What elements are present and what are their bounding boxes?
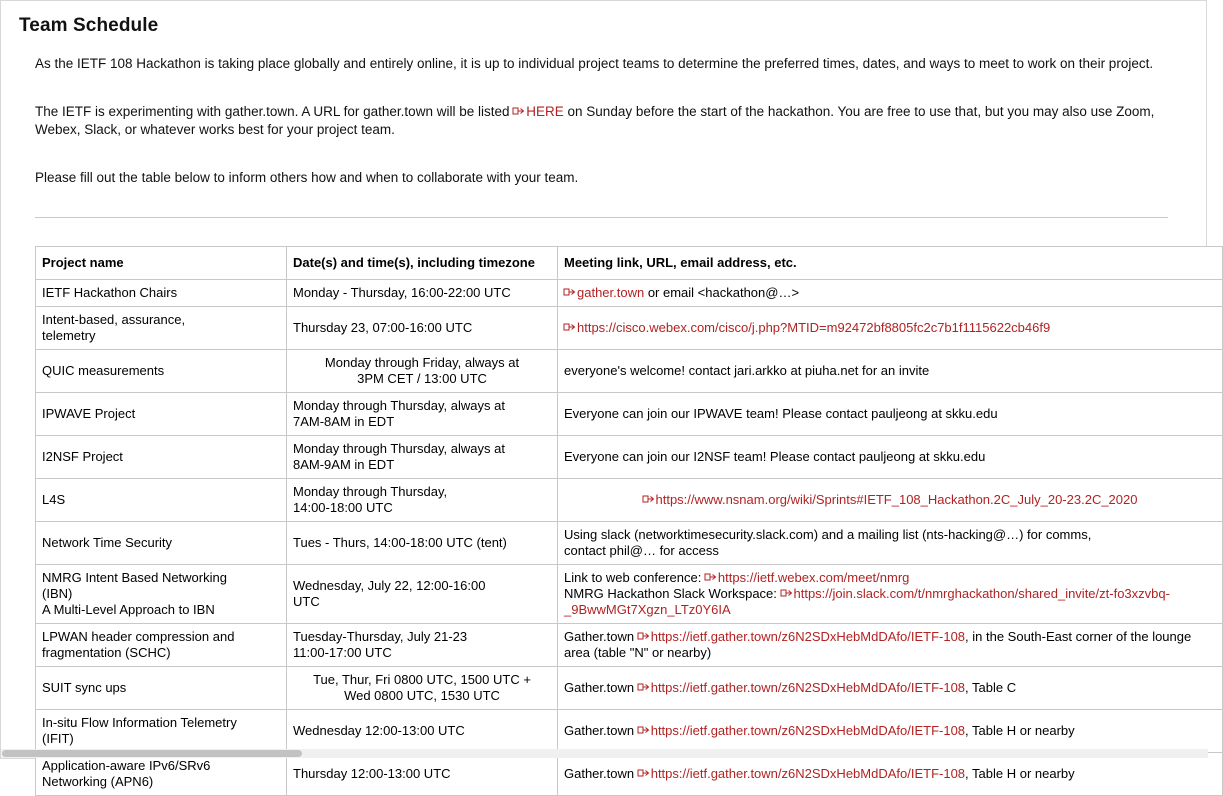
cell-meeting-link — [558, 753, 1223, 796]
cell-project-name: IPWAVE Project — [36, 393, 287, 436]
cell-line: A Multi-Level Approach to IBN — [42, 602, 215, 617]
intro-p2-after: on Sunday before the start of the hackathon. You are free to use that, but you may also use Zoom, Webex, Slack, or whatever works best for your project team. — [35, 104, 1155, 137]
table-row — [36, 280, 1223, 307]
nmrg-slack-link[interactable]: https://join.slack.com/t/nmrghackathon/shared_invite/zt-fo3xzvbq-_9BwwMGt7Xgzn_LTz0Y6IA — [564, 586, 1170, 617]
external-link-icon — [513, 106, 525, 116]
gather-town-link[interactable]: gather.town — [577, 285, 645, 300]
external-link-icon — [564, 322, 576, 332]
gather-town-link[interactable]: https://ietf.gather.town/z6N2SDxHebMdDAfo/IETF-108 — [650, 766, 966, 781]
table-row — [36, 436, 1223, 479]
cell-line: Monday through Thursday, always at — [293, 441, 505, 456]
cell-date-time — [287, 436, 558, 479]
table-head — [36, 247, 1223, 280]
cell-date-time — [287, 393, 558, 436]
header-project-name: Project name — [36, 247, 287, 280]
cell-link-prefix: Gather.town — [564, 766, 638, 781]
cell-line: Monday through Thursday, — [293, 484, 448, 499]
team-schedule-table — [35, 246, 1223, 796]
cell-line: (IFIT) — [42, 731, 74, 746]
cell-date-time: Tues - Thurs, 14:00-18:00 UTC (tent) — [287, 522, 558, 565]
cell-line: UTC — [293, 594, 320, 609]
cell-project-name: QUIC measurements — [36, 350, 287, 393]
cell-date-time — [287, 479, 558, 522]
intro-p2-before: The IETF is experimenting with gather.town. A URL for gather.town will be listed — [35, 104, 510, 119]
cell-project-name — [36, 565, 287, 624]
cell-line: 3PM CET / 13:00 UTC — [357, 371, 487, 386]
table-row — [36, 522, 1223, 565]
table-row — [36, 350, 1223, 393]
cell-line: Wednesday, July 22, 12:00-16:00 — [293, 578, 486, 593]
cell-date-time: Thursday 23, 07:00-16:00 UTC — [287, 307, 558, 350]
cell-line: 14:00-18:00 UTC — [293, 500, 393, 515]
cell-line: 7AM-8AM in EDT — [293, 414, 395, 429]
cell-line: NMRG Intent Based Networking — [42, 570, 227, 585]
horizontal-scrollbar[interactable] — [1, 749, 1208, 758]
nsnam-wiki-link[interactable]: https://www.nsnam.org/wiki/Sprints#IETF_108_Hackathon.2C_July_20-23.2C_2020 — [655, 492, 1138, 507]
cell-link-prefix: Gather.town — [564, 723, 638, 738]
table-row — [36, 624, 1223, 667]
cell-link-suffix: or email <hackathon@…> — [644, 285, 800, 300]
here-link[interactable]: HERE — [526, 104, 564, 119]
cell-link-prefix: Gather.town — [564, 629, 638, 644]
cell-project-name — [36, 307, 287, 350]
cell-line: 8AM-9AM in EDT — [293, 457, 395, 472]
table-row — [36, 307, 1223, 350]
cell-meeting-link: Everyone can join our IPWAVE team! Please contact pauljeong at skku.edu — [558, 393, 1223, 436]
document-content — [1, 1, 1206, 796]
cell-meeting-link — [558, 522, 1223, 565]
cell-line: 11:00-17:00 UTC — [293, 645, 392, 660]
cell-meeting-link — [558, 667, 1223, 710]
cell-meeting-link: Everyone can join our I2NSF team! Please contact pauljeong at skku.edu — [558, 436, 1223, 479]
cell-meeting-link — [558, 624, 1223, 667]
header-meeting-link: Meeting link, URL, email address, etc. — [558, 247, 1223, 280]
intro-section — [15, 55, 1188, 187]
cell-line: Monday through Friday, always at — [324, 355, 520, 370]
cell-meeting-link — [558, 479, 1223, 522]
external-link-icon — [638, 768, 650, 778]
cell-line: Wed 0800 UTC, 1530 UTC — [344, 688, 500, 703]
table-row — [36, 479, 1223, 522]
cell-project-name — [36, 710, 287, 753]
cell-line: Monday through Thursday, always at — [293, 398, 505, 413]
table-row — [36, 667, 1223, 710]
cell-link-suffix: , Table H or nearby — [965, 723, 1075, 738]
gather-town-link[interactable]: https://ietf.gather.town/z6N2SDxHebMdDAfo/IETF-108 — [650, 680, 966, 695]
intro-paragraph-1: As the IETF 108 Hackathon is taking place globally and entirely online, it is up to individual project teams to determine the preferred times, dates, and ways to meet to work on their project. — [35, 56, 1154, 71]
cell-line: fragmentation (SCHC) — [42, 645, 171, 660]
intro-paragraph-2 — [35, 103, 1176, 139]
cell-meeting-link — [558, 565, 1223, 624]
table-body — [36, 280, 1223, 796]
cell-line: Tue, Thur, Fri 0800 UTC, 1500 UTC + — [313, 672, 531, 687]
divider — [35, 217, 1168, 218]
cell-project-name: IETF Hackathon Chairs — [36, 280, 287, 307]
gather-town-link[interactable]: https://ietf.gather.town/z6N2SDxHebMdDAfo/IETF-108 — [650, 629, 966, 644]
cell-date-time: Monday - Thursday, 16:00-22:00 UTC — [287, 280, 558, 307]
nmrg-webex-link[interactable]: https://ietf.webex.com/meet/nmrg — [717, 570, 910, 585]
cell-meeting-link — [558, 280, 1223, 307]
gather-town-link[interactable]: https://ietf.gather.town/z6N2SDxHebMdDAfo/IETF-108 — [650, 723, 966, 738]
cell-link-prefix-2: NMRG Hackathon Slack Workspace: — [564, 586, 781, 601]
cell-project-name: Network Time Security — [36, 522, 287, 565]
cell-date-time — [287, 624, 558, 667]
cell-link-suffix: , in the South-East corner of the lounge area (table "N" or nearby) — [564, 629, 1192, 660]
cell-line: contact phil@… for access — [564, 543, 719, 558]
cell-project-name — [36, 753, 287, 796]
intro-paragraph-3: Please fill out the table below to inform others how and when to collaborate with your team. — [35, 170, 579, 185]
cell-project-name: L4S — [36, 479, 287, 522]
cell-meeting-link — [558, 710, 1223, 753]
table-header-row — [36, 247, 1223, 280]
cell-date-time: Wednesday 12:00-13:00 UTC — [287, 710, 558, 753]
external-link-icon — [638, 725, 650, 735]
table-row — [36, 710, 1223, 753]
header-dates-times: Date(s) and time(s), including timezone — [287, 247, 558, 280]
external-link-icon — [638, 682, 650, 692]
cell-meeting-link — [558, 307, 1223, 350]
cell-line: Using slack (networktimesecurity.slack.com) and a mailing list (nts-hacking@…) for comms, — [564, 527, 1092, 542]
external-link-icon — [564, 287, 576, 297]
external-link-icon — [705, 572, 717, 582]
table-row — [36, 753, 1223, 796]
cell-link-suffix: , Table C — [965, 680, 1017, 695]
cell-line: LPWAN header compression and — [42, 629, 235, 644]
external-link-icon — [638, 631, 650, 641]
cell-line: telemetry — [42, 328, 96, 343]
cell-project-name: I2NSF Project — [36, 436, 287, 479]
scrollbar-thumb[interactable] — [2, 750, 302, 757]
cell-line: (IBN) — [42, 586, 73, 601]
cell-date-time — [287, 565, 558, 624]
cell-line: Networking (APN6) — [42, 774, 154, 789]
table-row — [36, 565, 1223, 624]
cell-line: In-situ Flow Information Telemetry — [42, 715, 237, 730]
cell-date-time — [287, 350, 558, 393]
cell-link-suffix: , Table H or nearby — [965, 766, 1075, 781]
webex-link[interactable]: https://cisco.webex.com/cisco/j.php?MTID=m92472bf8805fc2c7b1f1115622cb46f9 — [577, 320, 1051, 335]
cell-project-name — [36, 624, 287, 667]
cell-meeting-link: everyone's welcome! contact jari.arkko at piuha.net for an invite — [558, 350, 1223, 393]
table-row — [36, 393, 1223, 436]
cell-date-time — [287, 667, 558, 710]
cell-project-name: SUIT sync ups — [36, 667, 287, 710]
cell-link-prefix: Gather.town — [564, 680, 638, 695]
external-link-icon — [781, 588, 793, 598]
external-link-icon — [643, 494, 655, 504]
cell-link-prefix: Link to web conference: — [564, 570, 705, 585]
cell-line: Intent-based, assurance, — [42, 312, 186, 327]
cell-line: Application-aware IPv6/SRv6 — [42, 758, 211, 773]
cell-line: Tuesday-Thursday, July 21-23 — [293, 629, 468, 644]
page-title: Team Schedule — [19, 15, 159, 36]
cell-date-time: Thursday 12:00-13:00 UTC — [287, 753, 558, 796]
